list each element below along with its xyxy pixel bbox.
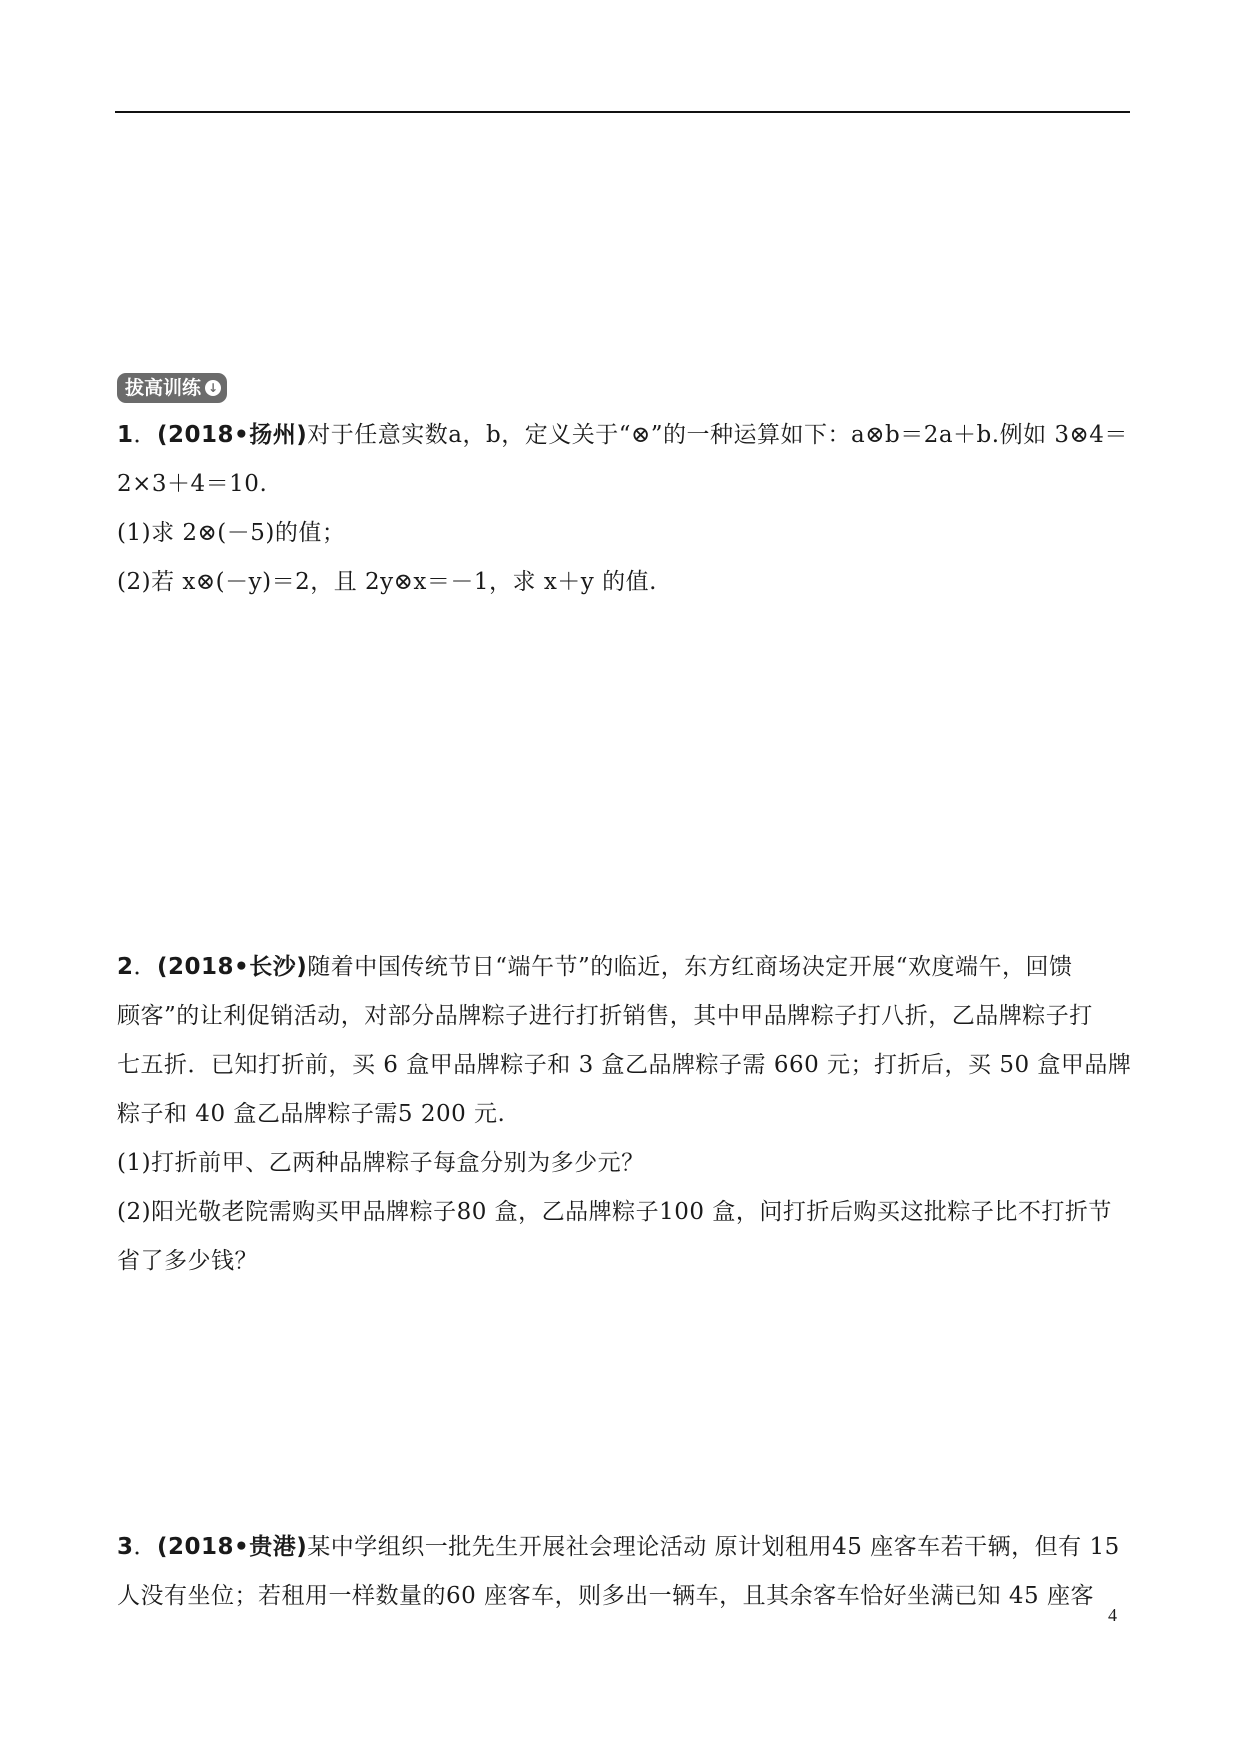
header-rule [115,111,1130,113]
question-separator: ． [133,422,158,448]
question-3-line-1 [117,1532,1120,1562]
page-number: 4 [1108,1605,1117,1625]
question-2-line-1 [117,952,1073,982]
question-2-part-2-cont: 省了多少钱？ [117,1248,258,1274]
question-text: 随着中国传统节日“端午节”的临近，东方红商场决定开展“欢度端午，回馈 [307,954,1073,980]
question-1-line-2: 2×3＋4＝10. [117,471,268,497]
down-arrow-circle-icon: ↓ [205,380,221,396]
section-tag-label: 拔高训练 [125,377,202,399]
question-text: 某中学组织一批先生开展社会理论活动 原计划租用45 座客车若干辆，但有 15 [307,1534,1120,1560]
question-2-line-2: 顾客”的让利促销活动，对部分品牌粽子进行打折销售，其中甲品牌粽子打八折，乙品牌粽子打 [117,1003,1093,1029]
question-number: 2 [117,954,134,980]
question-number: 3 [117,1534,134,1560]
section-tag [117,373,227,403]
question-separator: ． [133,954,158,980]
question-3-line-2: 人没有坐位；若租用一样数量的60 座客车，则多出一辆车，且其余客车恰好坐满已知 45 座客 [117,1583,1094,1609]
question-separator: ． [133,1534,158,1560]
question-1-line-1 [117,420,1128,450]
question-1-part-1: (1)求 2⊗(－5)的值； [117,520,346,546]
question-2-part-1: (1)打折前甲、乙两种品牌粽子每盒分别为多少元？ [117,1150,645,1176]
question-2-part-2: (2)阳光敬老院需购买甲品牌粽子80 盒，乙品牌粽子100 盒，问打折后购买这批粽子比不打折节 [117,1199,1112,1225]
question-2-line-4: 粽子和 40 盒乙品牌粽子需5 200 元. [117,1101,506,1127]
question-source: (2018•扬州) [157,422,308,448]
question-number: 1 [117,422,134,448]
question-source: (2018•长沙) [157,954,308,980]
question-1-part-2: (2)若 x⊗(－y)＝2，且 2y⊗x＝－1，求 x＋y 的值. [117,569,657,595]
question-2-line-3: 七五折．已知打折前，买 6 盒甲品牌粽子和 3 盒乙品牌粽子需 660 元；打折后，买 50 盒甲品牌 [117,1052,1132,1078]
question-text: 对于任意实数a，b，定义关于“⊗”的一种运算如下：a⊗b＝2a＋b.例如 3⊗4＝ [307,422,1128,448]
question-source: (2018•贵港) [157,1534,308,1560]
